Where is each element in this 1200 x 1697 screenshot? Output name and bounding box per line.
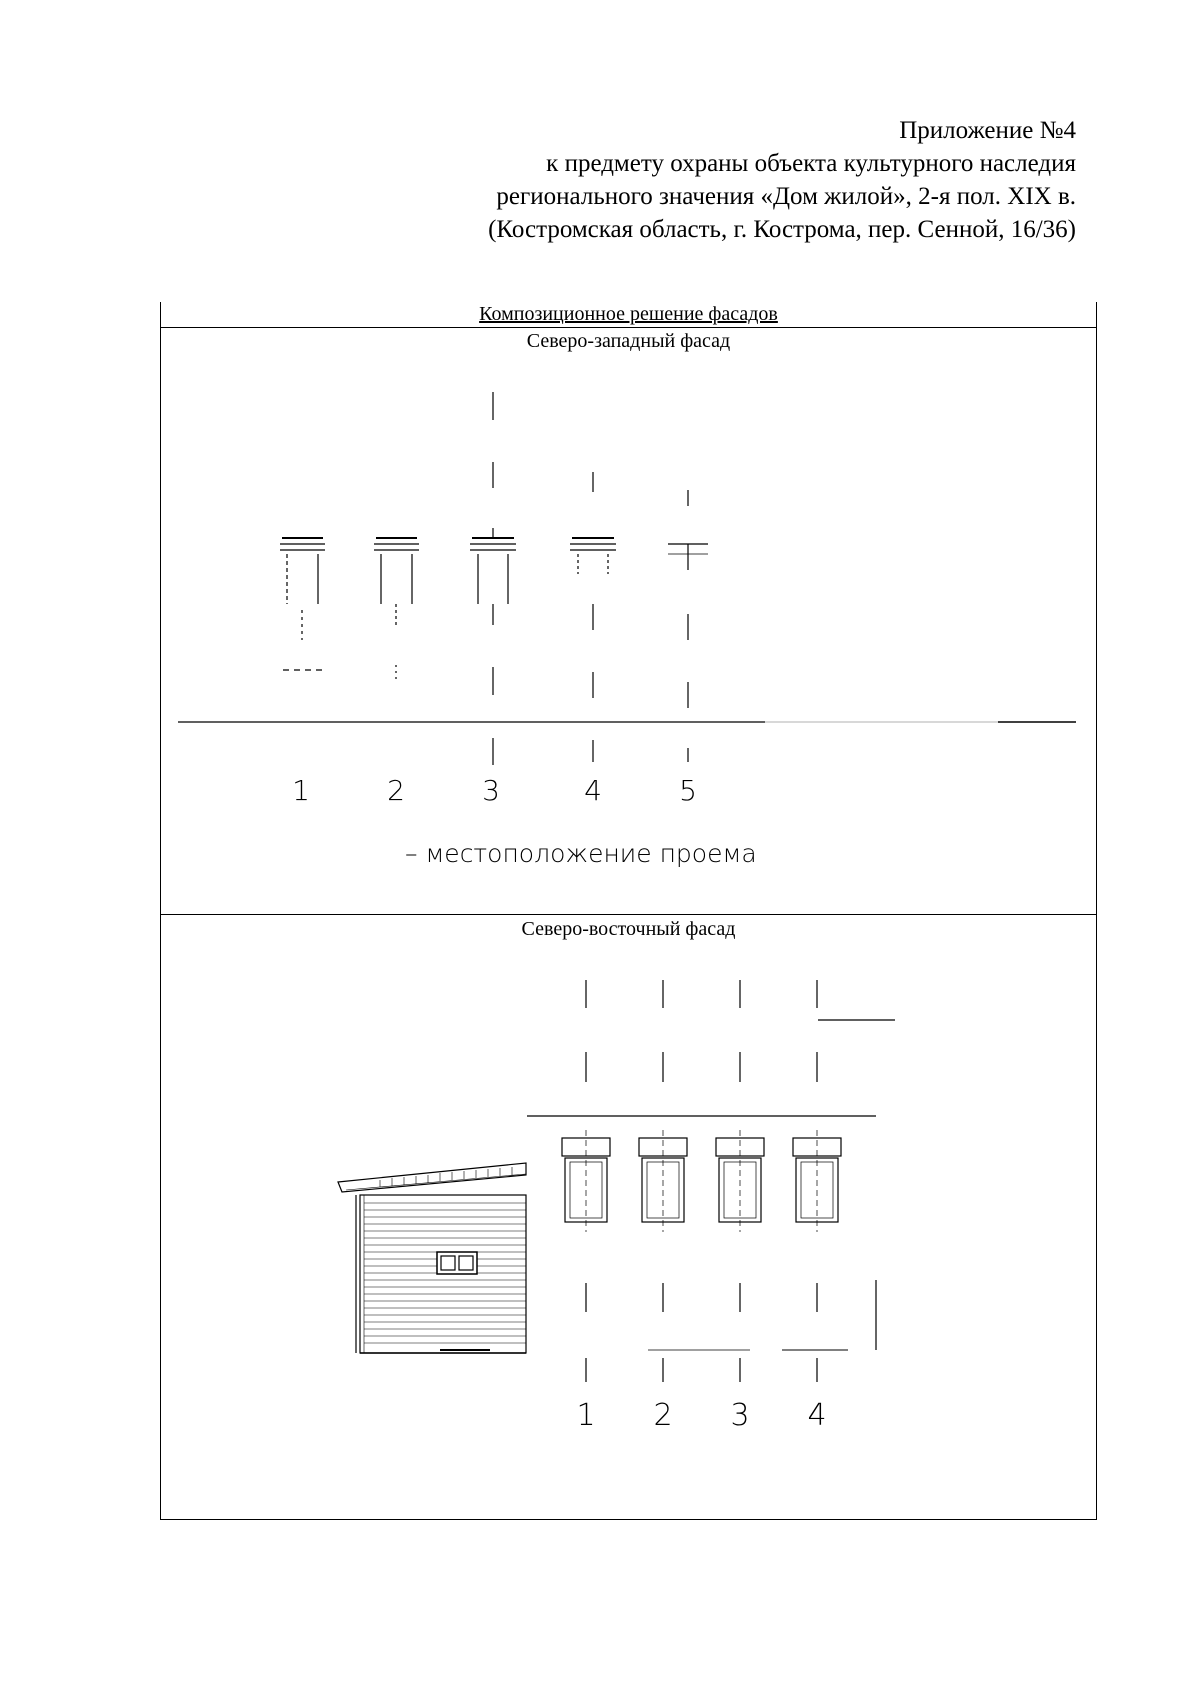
- table-title: Композиционное решение фасадов: [479, 303, 778, 325]
- window-2-icon: [374, 538, 419, 680]
- opening-label-1: 1: [292, 774, 310, 807]
- nw-facade-title: Северо-западный фасад: [526, 330, 731, 352]
- window-1-icon: [280, 538, 325, 670]
- annex-number: Приложение №4: [899, 117, 1076, 144]
- window-ne-2-icon: [639, 1130, 687, 1232]
- annex-subtitle-line-1: к предмету охраны объекта культурного наследия: [546, 150, 1076, 177]
- opening-label-2: 2: [387, 774, 405, 807]
- ne-opening-label-3: 3: [730, 1398, 750, 1433]
- axis-lines-bottom: [586, 1280, 876, 1382]
- window-5-icon: [668, 490, 708, 762]
- window-3-icon: [470, 392, 516, 765]
- opening-label-5: 5: [679, 774, 697, 807]
- window-ne-4-icon: [793, 1130, 841, 1232]
- opening-label-3: 3: [482, 774, 500, 807]
- window-4-icon: [570, 472, 616, 762]
- ne-opening-label-1: 1: [576, 1398, 596, 1433]
- window-ne-1-icon: [562, 1130, 610, 1232]
- ne-opening-label-4: 4: [807, 1398, 827, 1433]
- axis-lines-top: [586, 980, 895, 1082]
- annex-subtitle-line-3: (Костромская область, г. Кострома, пер. Сенной, 16/36): [488, 216, 1076, 243]
- extension-building-icon: [338, 1163, 526, 1353]
- ne-facade-title: Северо-восточный фасад: [521, 918, 736, 940]
- annex-subtitle-line-2: регионального значения «Дом жилой», 2-я пол. XIX в.: [496, 183, 1076, 210]
- opening-label-4: 4: [584, 774, 602, 807]
- ne-opening-label-2: 2: [653, 1398, 673, 1433]
- window-ne-3-icon: [716, 1130, 764, 1232]
- legend-opening-location: – местоположение проема: [405, 839, 757, 868]
